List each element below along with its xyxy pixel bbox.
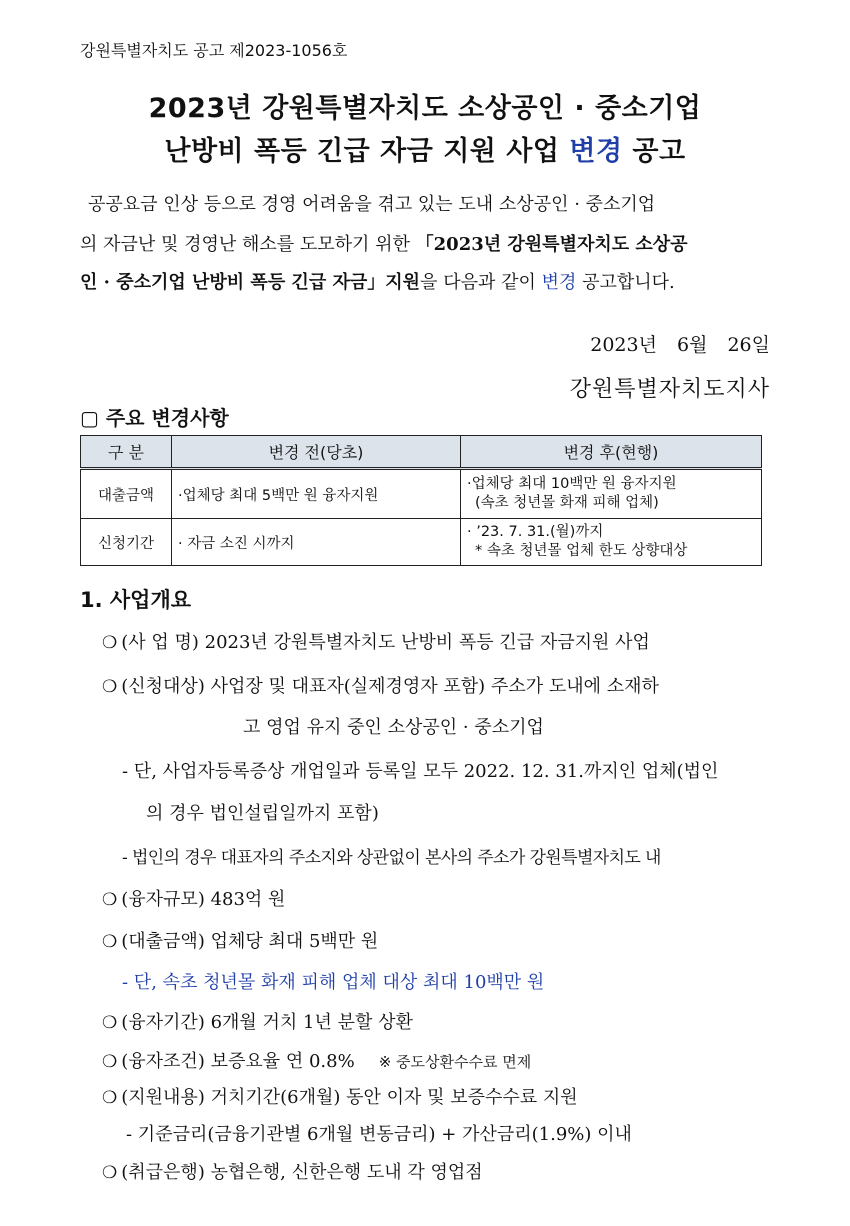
row-after	[461, 469, 762, 519]
intro-highlight-change: 변경	[541, 272, 577, 293]
title-line-1: 2023년 강원특별자치도 소상공인 · 중소기업	[148, 93, 702, 124]
bullet-icon: ❍	[102, 1013, 118, 1033]
row-before: ·업체당 최대 5백만 원 융자지원	[172, 469, 461, 519]
item-business-name	[102, 628, 650, 654]
changes-heading: ▢ 주요 변경사항	[80, 406, 229, 430]
note-target-1: - 단, 사업자등록증상 개업일과 등록일 모두 2022. 12. 31.까지인 업체(법인	[122, 761, 719, 782]
title-line-2	[0, 129, 850, 168]
intro-line-3-bold: 인 · 중소기업 난방비 폭등 긴급 자금」지원	[80, 272, 421, 293]
item-text: (융자조건) 보증요율 연 0.8%	[121, 1051, 355, 1072]
item-text: (신청대상) 사업장 및 대표자(실제경영자 포함) 주소가 도내에 소재하	[121, 676, 659, 697]
item-target	[102, 672, 659, 698]
bullet-icon: ❍	[102, 1088, 118, 1108]
intro-line-2-text: 의 자금난 및 경영난 해소를 도모하기 위한	[80, 234, 416, 255]
intro-line-2-bold: 「2023년 강원특별자치도 소상공	[415, 234, 688, 255]
announcement-date: 2023년 6월 26일	[590, 334, 770, 356]
changes-table	[80, 435, 762, 566]
item-text: (취급은행) 농협은행, 신한은행 도내 각 영업점	[121, 1162, 483, 1183]
bullet-icon: ❍	[102, 633, 118, 653]
item-text: (사 업 명) 2023년 강원특별자치도 난방비 폭등 긴급 자금지원 사업	[121, 632, 650, 653]
item-scale	[102, 885, 285, 911]
item-support	[102, 1083, 578, 1109]
row-after-line-1: · ’23. 7. 31.(월)까지	[467, 524, 604, 540]
notice-number: 강원특별자치도 공고 제2023-1056호	[80, 41, 348, 60]
row-category: 신청기간	[81, 519, 172, 566]
item-text: (지원내용) 거치기간(6개월) 동안 이자 및 보증수수료 지원	[121, 1087, 578, 1108]
section-heading-overview: 1. 사업개요	[80, 588, 192, 612]
intro-line-2	[80, 230, 780, 256]
item-conditions	[102, 1047, 531, 1073]
row-after-line-2: (속초 청년몰 화재 피해 업체)	[475, 495, 659, 511]
item-text: (대출금액) 업체당 최대 5백만 원	[121, 931, 379, 952]
bullet-icon: ❍	[102, 890, 118, 910]
row-before: · 자금 소진 시까지	[172, 519, 461, 566]
col-after: 변경 후(현행)	[461, 436, 762, 469]
table-row	[81, 519, 762, 566]
intro-line-3-text: 을 다음과 같이	[420, 272, 542, 293]
row-category: 대출금액	[81, 469, 172, 519]
row-after-line-2: * 속초 청년몰 업체 한도 상향대상	[475, 543, 688, 559]
bullet-icon: ❍	[102, 1052, 118, 1072]
bullet-icon: ❍	[102, 677, 118, 697]
conditions-note: ※ 중도상환수수료 면제	[378, 1053, 532, 1071]
table-row	[81, 469, 762, 519]
item-text: (융자기간) 6개월 거치 1년 분할 상환	[121, 1012, 413, 1033]
item-amount	[102, 927, 378, 953]
item-text: (융자규모) 483억 원	[121, 889, 286, 910]
intro-line-3-suffix: 공고합니다.	[576, 272, 675, 293]
col-before: 변경 전(당초)	[172, 436, 461, 469]
intro-line-3	[80, 268, 780, 294]
title-line-2-text: 난방비 폭등 긴급 자금 지원 사업	[164, 136, 570, 167]
item-banks	[102, 1158, 483, 1184]
item-target-continued: 고 영업 유지 중인 소상공인 · 중소기업	[243, 717, 544, 738]
row-after-line-1: ·업체당 최대 10백만 원 융자지원	[467, 476, 677, 492]
changes-table-header	[81, 436, 762, 469]
note-support: - 기준금리(금융기관별 6개월 변동금리) + 가산금리(1.9%) 이내	[126, 1124, 632, 1145]
bullet-icon: ❍	[102, 1163, 118, 1183]
bullet-icon: ❍	[102, 932, 118, 952]
intro-line-1: 공공요금 인상 등으로 경영 어려움을 겪고 있는 도내 소상공인 · 중소기업	[88, 194, 656, 215]
note-amount: - 단, 속초 청년몰 화재 피해 업체 대상 최대 10백만 원	[122, 972, 545, 993]
row-after	[461, 519, 762, 566]
note-target-2: - 법인의 경우 대표자의 주소지와 상관없이 본사의 주소가 강원특별자치도 내	[122, 848, 661, 868]
note-target-1-continued: 의 경우 법인설립일까지 포함)	[146, 803, 379, 824]
item-period	[102, 1008, 413, 1034]
title-line-2-suffix: 공고	[622, 136, 686, 167]
issuer: 강원특별자치도지사	[569, 377, 770, 402]
col-category: 구 분	[81, 436, 172, 469]
title-highlight-change: 변경	[569, 136, 623, 167]
